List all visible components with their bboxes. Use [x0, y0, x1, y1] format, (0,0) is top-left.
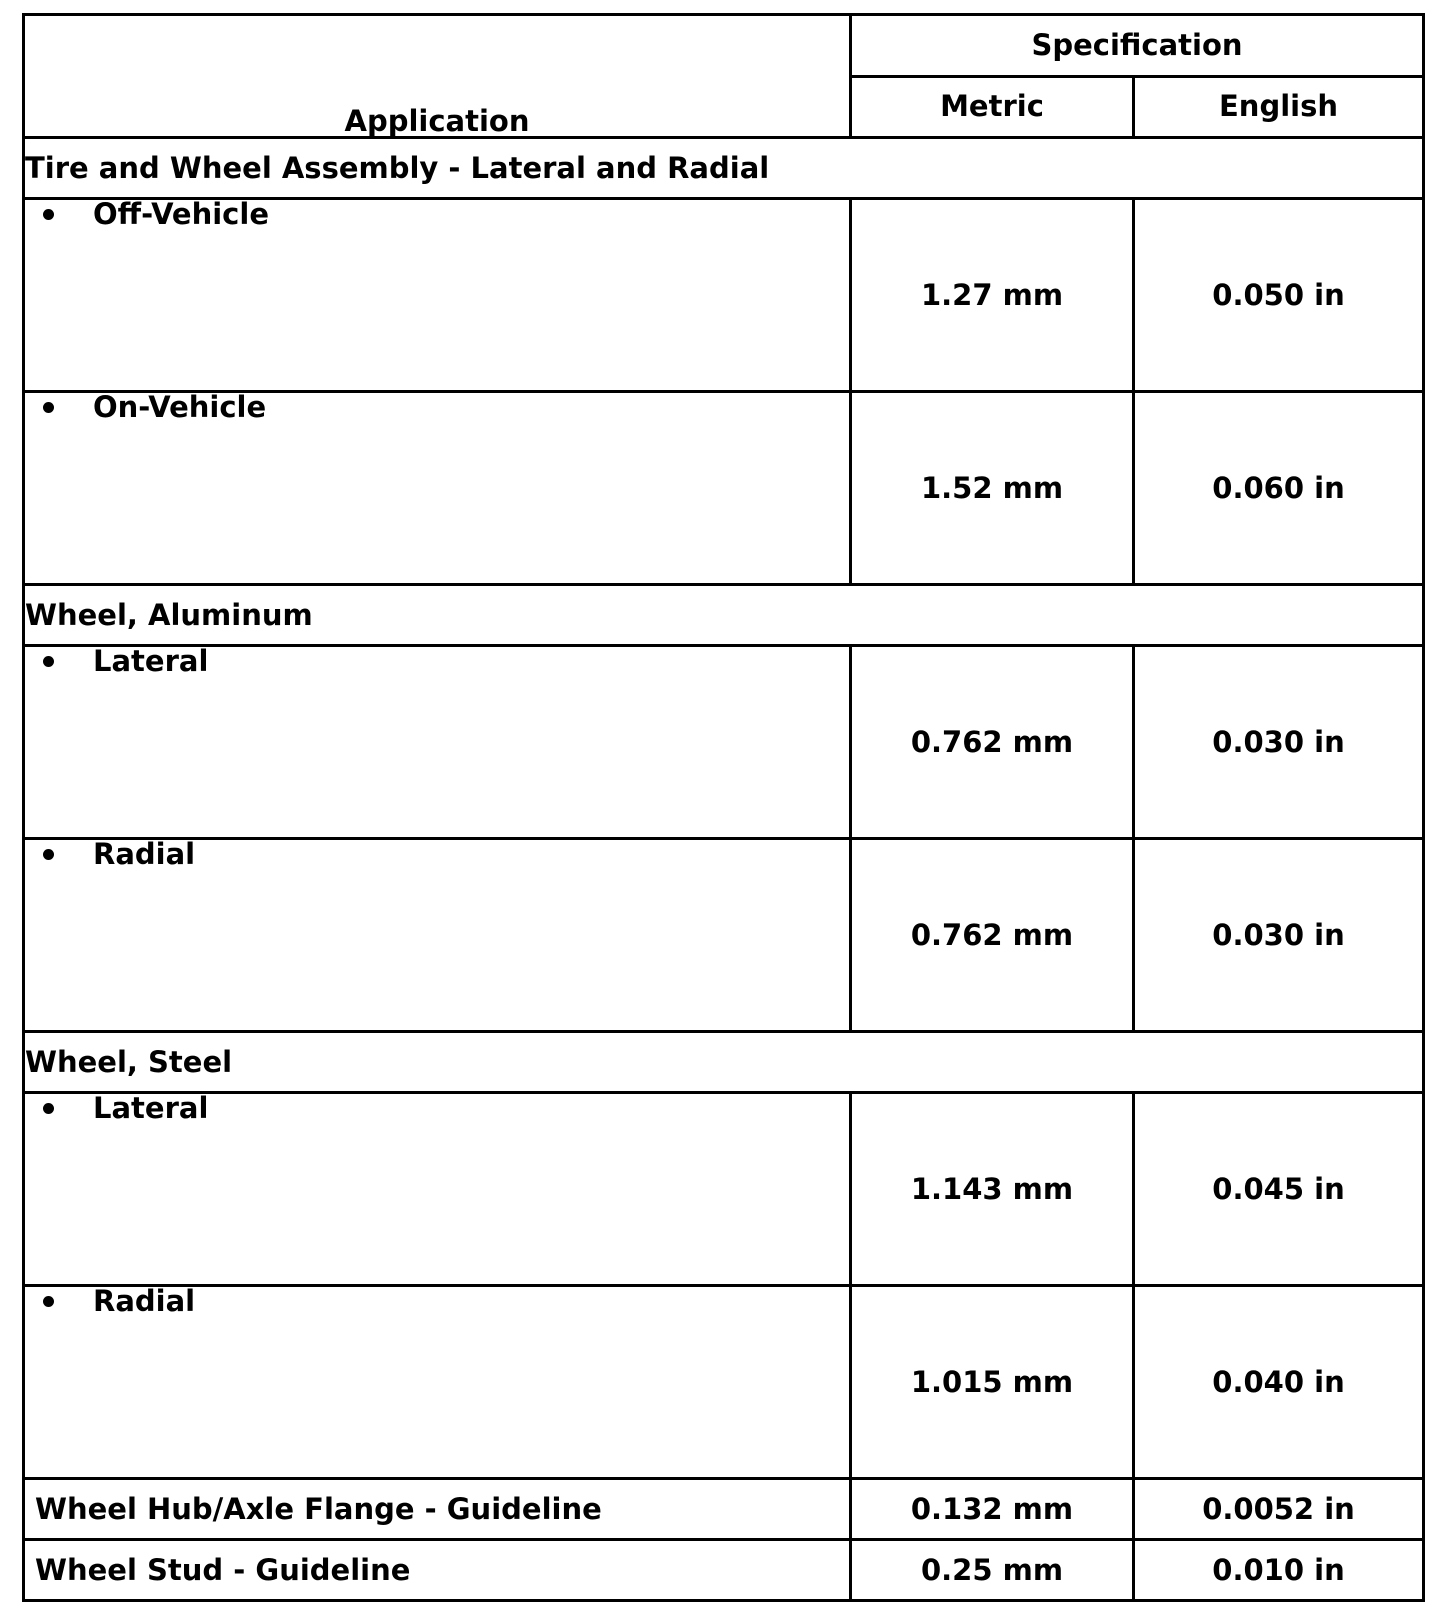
item-label: Radial: [93, 837, 196, 871]
section-row: [24, 1032, 1424, 1093]
metric-value: 1.015 mm: [851, 1286, 1134, 1479]
section-title: Wheel, Steel: [24, 1032, 1424, 1093]
metric-value: 0.25 mm: [851, 1540, 1134, 1601]
item-label: On-Vehicle: [93, 390, 267, 424]
header-specification: Specification: [851, 15, 1424, 77]
english-value: 0.050 in: [1134, 199, 1424, 392]
item-label: Radial: [93, 1284, 196, 1318]
item-cell: [24, 646, 851, 839]
bullet-icon: [25, 1287, 93, 1316]
table-row: [24, 646, 1424, 839]
row-label: Wheel Hub/Axle Flange - Guideline: [24, 1479, 851, 1540]
item-cell: [24, 839, 851, 1032]
item-label: Lateral: [93, 644, 209, 678]
metric-value: 0.132 mm: [851, 1479, 1134, 1540]
item-label: Off-Vehicle: [93, 197, 269, 231]
metric-value: 0.762 mm: [851, 839, 1134, 1032]
bullet-icon: [25, 393, 93, 422]
table-row: [24, 199, 1424, 392]
english-value: 0.030 in: [1134, 646, 1424, 839]
table-row: [24, 839, 1424, 1032]
english-value: 0.060 in: [1134, 392, 1424, 585]
row-label: Wheel Stud - Guideline: [24, 1540, 851, 1601]
bullet-icon: [25, 840, 93, 869]
bullet-icon: [25, 647, 93, 676]
metric-value: 1.27 mm: [851, 199, 1134, 392]
header-metric: Metric: [851, 76, 1134, 138]
table-row: [24, 1479, 1424, 1540]
english-value: 0.045 in: [1134, 1093, 1424, 1286]
item-label: Lateral: [93, 1091, 209, 1125]
item-cell: [24, 392, 851, 585]
section-row: [24, 138, 1424, 199]
specification-table: [22, 13, 1425, 1602]
table-row: [24, 1093, 1424, 1286]
metric-value: 0.762 mm: [851, 646, 1134, 839]
metric-value: 1.52 mm: [851, 392, 1134, 585]
item-cell: [24, 1093, 851, 1286]
bullet-icon: [25, 200, 93, 229]
english-value: 0.0052 in: [1134, 1479, 1424, 1540]
table-row: [24, 1286, 1424, 1479]
bullet-icon: [25, 1094, 93, 1123]
item-cell: [24, 1286, 851, 1479]
header-application: Application: [24, 15, 851, 138]
section-row: [24, 585, 1424, 646]
table-row: [24, 392, 1424, 585]
item-cell: [24, 199, 851, 392]
english-value: 0.030 in: [1134, 839, 1424, 1032]
header-english: English: [1134, 76, 1424, 138]
english-value: 0.010 in: [1134, 1540, 1424, 1601]
english-value: 0.040 in: [1134, 1286, 1424, 1479]
section-title: Wheel, Aluminum: [24, 585, 1424, 646]
table-row: [24, 1540, 1424, 1601]
section-title: Tire and Wheel Assembly - Lateral and Radial: [24, 138, 1424, 199]
metric-value: 1.143 mm: [851, 1093, 1134, 1286]
